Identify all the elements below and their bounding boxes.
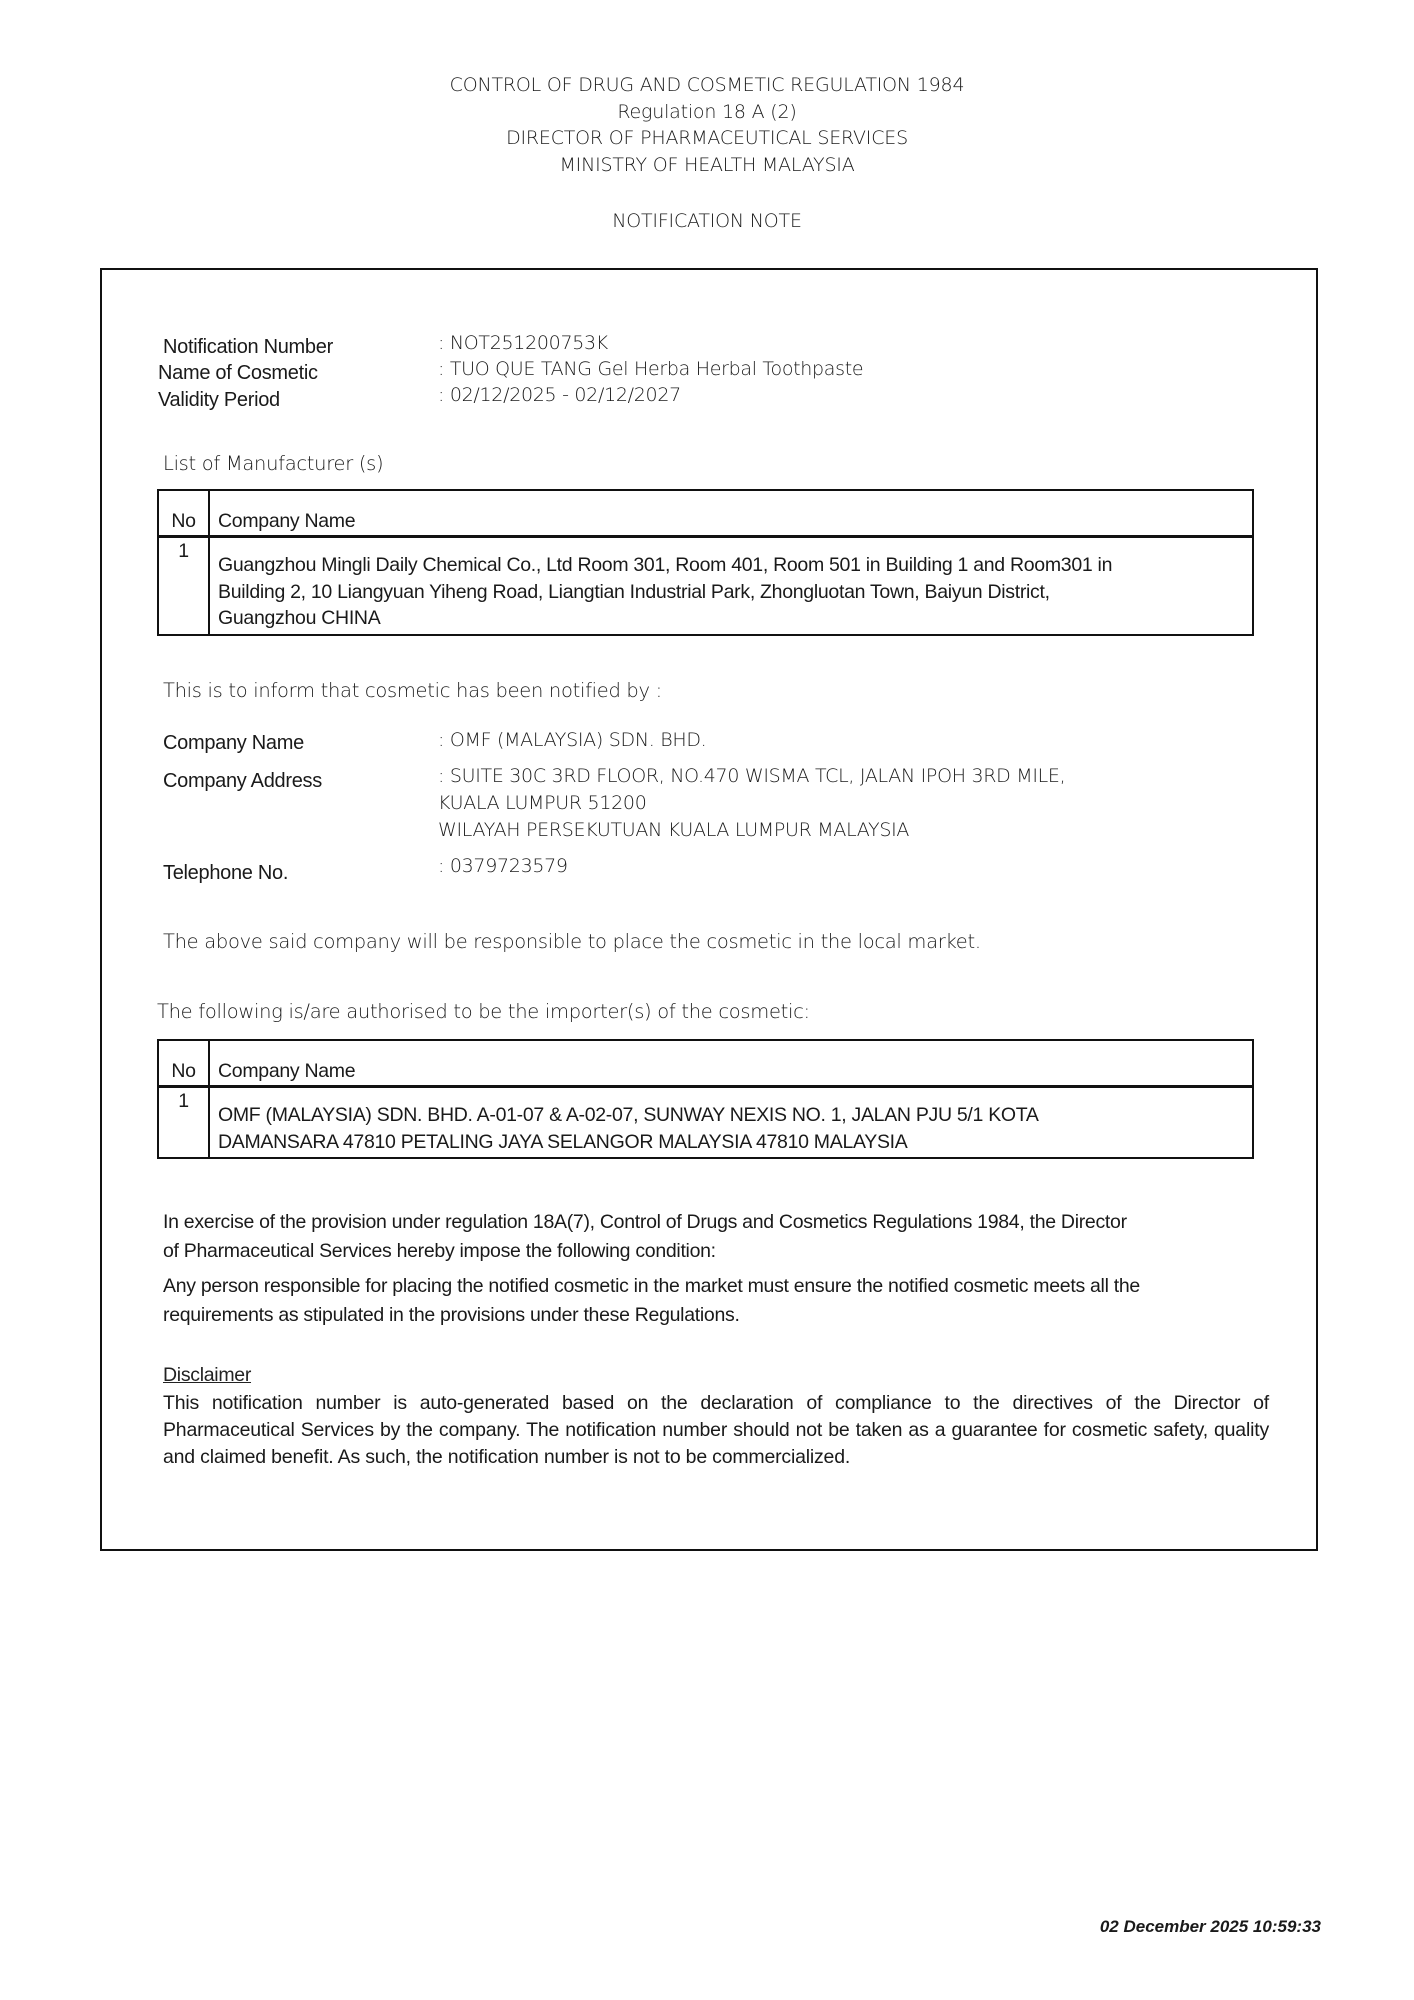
company-address-line-1: : SUITE 30C 3RD FLOOR, NO.470 WISMA TCL, JALAN IPOH 3RD MILE, [438, 765, 1066, 787]
document-header [0, 72, 1414, 235]
telephone-value: : 0379723579 [438, 855, 568, 877]
cosmetic-name-label: Name of Cosmetic [158, 362, 318, 384]
condition-line: requirements as stipulated in the provisions under these Regulations. [163, 1304, 740, 1326]
company-name-label: Company Name [163, 732, 304, 754]
responsibility-statement: The above said company will be responsible to place the cosmetic in the local market. [163, 930, 981, 953]
row-number: 1 [158, 537, 209, 635]
notifier-intro: This is to inform that cosmetic has been notified by : [163, 679, 662, 702]
company-address-line-3: WILAYAH PERSEKUTUAN KUALA LUMPUR MALAYSIA [438, 819, 910, 841]
address-line: DAMANSARA 47810 PETALING JAYA SELANGOR MALAYSIA 47810 MALAYSIA [218, 1130, 908, 1153]
condition-paragraph [163, 1272, 1283, 1330]
disclaimer-body: This notification number is auto-generated based on the declaration of compliance to the directives of the Director of Pharmaceutical Services by the company. The notification number should not be taken as a guarantee for cosmetic safety, quality and claimed benefit. As such, the notification number is not to be commercialized. [163, 1392, 1269, 1468]
column-header-company-name: Company Name [209, 1040, 1253, 1087]
table-header-row [158, 1040, 1253, 1087]
header-regulation-title: CONTROL OF DRUG AND COSMETIC REGULATION 1984 [449, 74, 965, 96]
cosmetic-name-value: : TUO QUE TANG Gel Herba Herbal Toothpaste [438, 358, 864, 380]
importer-list-heading: The following is/are authorised to be the importer(s) of the cosmetic: [157, 1000, 810, 1023]
provision-line: of Pharmaceutical Services hereby impose the following condition: [163, 1240, 716, 1262]
page-title: NOTIFICATION NOTE [612, 210, 802, 232]
company-address-line-2: KUALA LUMPUR 51200 [438, 792, 647, 814]
manufacturer-list-heading: List of Manufacturer (s) [163, 452, 384, 475]
disclaimer-title: Disclaimer [163, 1364, 252, 1386]
notification-number-label: Notification Number [163, 336, 333, 358]
header-ministry: MINISTRY OF HEALTH MALAYSIA [559, 153, 855, 176]
column-header-no: No [158, 1040, 209, 1087]
table-row [158, 1087, 1253, 1159]
validity-period-label: Validity Period [158, 389, 280, 411]
header-director: DIRECTOR OF PHARMACEUTICAL SERVICES [506, 127, 908, 149]
address-line: Guangzhou CHINA [218, 607, 381, 629]
importer-company-name [209, 1087, 1253, 1159]
validity-period-value: : 02/12/2025 - 02/12/2027 [438, 384, 681, 406]
telephone-label: Telephone No. [163, 862, 289, 884]
manufacturer-table [157, 489, 1254, 636]
company-name-value: : OMF (MALAYSIA) SDN. BHD. [438, 729, 707, 751]
address-line: Building 2, 10 Liangyuan Yiheng Road, Liangtian Industrial Park, Zhongluotan Town, Baiyun District, [218, 580, 1050, 603]
table-header-row [158, 490, 1253, 537]
notification-number-value: : NOT251200753K [438, 332, 608, 354]
address-line: OMF (MALAYSIA) SDN. BHD. A-01-07 & A-02-07, SUNWAY NEXIS NO. 1, JALAN PJU 5/1 KOTA [218, 1104, 1039, 1126]
provision-line: In exercise of the provision under regulation 18A(7), Control of Drugs and Cosmetics Regulations 1984, the Director [163, 1211, 1127, 1233]
table-row [158, 537, 1253, 635]
row-number: 1 [158, 1087, 209, 1159]
manufacturer-company-name [209, 537, 1253, 635]
company-address-label: Company Address [163, 770, 322, 792]
condition-line: Any person responsible for placing the notified cosmetic in the market must ensure the notified cosmetic meets all the [163, 1275, 1140, 1297]
provision-paragraph [163, 1208, 1263, 1266]
generated-timestamp: 02 December 2025 10:59:33 [1099, 1917, 1321, 1936]
column-header-no: No [158, 490, 209, 537]
address-line: Guangzhou Mingli Daily Chemical Co., Ltd Room 301, Room 401, Room 501 in Building 1 and Room301 in [218, 554, 1113, 576]
header-regulation-section: Regulation 18 A (2) [617, 100, 797, 123]
importer-table [157, 1039, 1254, 1159]
column-header-company-name: Company Name [209, 490, 1253, 537]
